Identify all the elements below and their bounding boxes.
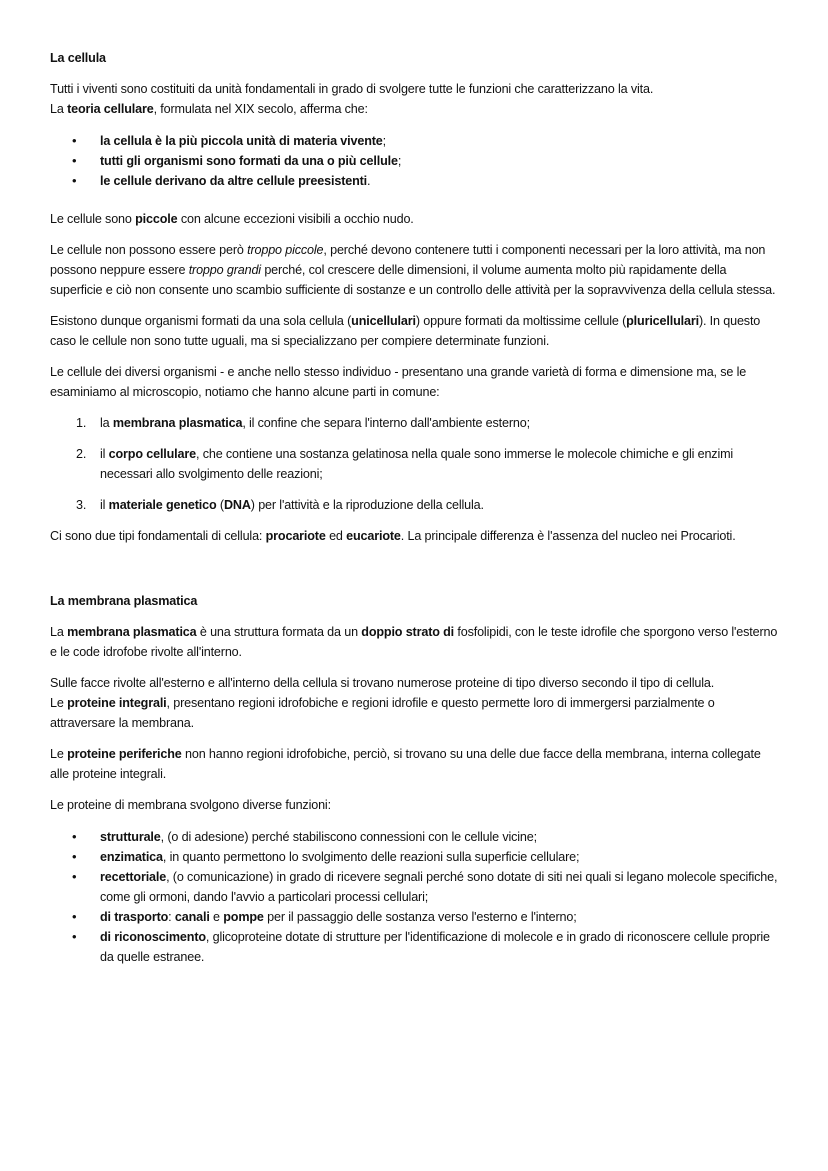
text-bold: materiale genetico	[108, 498, 217, 512]
text-run: il	[100, 447, 109, 461]
text-bold: proteine integrali	[67, 696, 167, 710]
text-run: Le	[50, 747, 68, 761]
text-run: Ci sono due tipi fondamentali di cellula:	[50, 529, 266, 543]
paragraph-membrane-structure	[50, 622, 778, 662]
text-run: La	[50, 625, 68, 639]
text-bold: strutturale	[100, 830, 161, 844]
list-item	[50, 151, 778, 171]
list-number: 2.	[76, 447, 87, 461]
text-run: è una struttura formata da un	[196, 625, 362, 639]
list-item	[50, 131, 778, 151]
text-run: . La principale differenza è l'assenza del nucleo nei Procarioti.	[400, 529, 736, 543]
text-bold: la cellula è la più piccola unità di materia vivente	[100, 134, 383, 148]
section-title: La cellula	[50, 51, 106, 65]
paragraph-common-parts: Le cellule dei diversi organismi - e anche nello stesso individuo - presentano una grande varietà di forma e dimensione ma, se le esaminiamo al microscopio, notiamo che hanno alcune parti in comune:	[50, 365, 747, 399]
common-parts-list	[50, 413, 778, 515]
text-run: ) oppure formati da moltissime cellule (	[415, 314, 627, 328]
paragraph-organisms	[50, 311, 778, 351]
list-item	[50, 827, 778, 847]
text-run: ;	[397, 154, 402, 168]
text-italic: troppo piccole	[247, 243, 324, 257]
paragraph-cell-size	[50, 240, 778, 300]
text-bold: pluricellulari	[626, 314, 699, 328]
text-run: , (o comunicazione) in grado di ricevere segnali perché sono dotate di siti nei quali si legano molecole specifiche, come gli ormoni, dando l'avvio a particolari processi cellulari;	[100, 870, 778, 904]
term-cell-theory: teoria cellulare	[67, 102, 154, 116]
text-run: , formulata nel XIX secolo, afferma che:	[153, 102, 368, 116]
text-run: :	[168, 910, 175, 924]
intro-line-1: Tutti i viventi sono costituiti da unità fondamentali in grado di svolgere tutte le funzioni che caratterizzano la vita.	[50, 82, 654, 96]
text-run: per il passaggio delle sostanza verso l'esterno e l'interno;	[263, 910, 577, 924]
text-run: , il confine che separa l'interno dall'ambiente esterno;	[242, 416, 530, 430]
paragraph-small-cells	[50, 209, 778, 229]
text-run: perché, col crescere delle dimensioni, il volume aumenta molto più rapidamente della superficie e ciò non consente uno scambio sufficiente di sostanze e un controllo delle attività per la sopravvivenza della cellula stessa.	[50, 263, 776, 297]
list-number: 3.	[76, 498, 87, 512]
text-run: Esistono dunque organismi formati da una sola cellula (	[50, 314, 352, 328]
text-bold: membrana plasmatica	[112, 416, 243, 430]
text-bold: proteine periferiche	[67, 747, 182, 761]
text-bold: doppio strato di	[361, 625, 455, 639]
text-run: fosfolipidi, con le teste idrofile che sporgono verso l'esterno e le code idrofobe rivolte all'interno.	[50, 625, 778, 659]
list-item	[50, 927, 778, 967]
text-run: .	[367, 174, 371, 188]
text-bold: eucariote	[346, 529, 401, 543]
text-run: Le cellule non possono essere però	[50, 243, 248, 257]
text-run: e	[209, 910, 224, 924]
text-bold: di riconoscimento	[100, 930, 206, 944]
text-run: , glicoproteine dotate di strutture per l'identificazione di molecole e in grado di riconoscere cellule proprie da quelle estranee.	[100, 930, 770, 964]
text-run: Le cellule sono	[50, 212, 136, 226]
text-run: la	[100, 416, 113, 430]
text-bold: di trasporto	[100, 910, 169, 924]
text-bold: unicellulari	[351, 314, 416, 328]
text-run: Sulle facce rivolte all'esterno e all'interno della cellula si trovano numerose proteine di tipo diverso secondo il tipo di cellula.	[50, 676, 715, 690]
text-run: , che contiene una sostanza gelatinosa nella quale sono immerse le molecole chimiche e gli enzimi necessari allo svolgimento delle reazioni;	[100, 447, 734, 481]
list-item	[50, 171, 778, 191]
text-bold: piccole	[135, 212, 178, 226]
text-bold: le cellule derivano da altre cellule preesistenti	[100, 174, 368, 188]
text-run: ) per l'attività e la riproduzione della cellula.	[250, 498, 484, 512]
text-bold: tutti gli organismi sono formati da una o più cellule	[100, 154, 398, 168]
text-bold: canali	[174, 910, 210, 924]
list-item	[50, 495, 778, 515]
section-membrane	[50, 591, 778, 967]
text-run: , perché devono contenere tutti i componenti necessari per la loro attività, ma non possono neppure essere	[50, 243, 766, 277]
paragraph-protein-functions: Le proteine di membrana svolgono diverse funzioni:	[50, 798, 331, 812]
list-item	[50, 907, 778, 927]
text-run: , presentano regioni idrofobiche e regioni idrofile e questo permette loro di immergersi parzialmente o attraversare la membrana.	[50, 696, 715, 730]
text-run: ). In questo caso le cellule non sono tutte uguali, ma si specializzano per compiere determinate funzioni.	[50, 314, 761, 348]
section-spacer	[50, 557, 778, 591]
text-bold: pompe	[223, 910, 264, 924]
text-bold: enzimatica	[100, 850, 163, 864]
protein-functions-list	[50, 827, 778, 967]
list-number: 1.	[76, 416, 87, 430]
list-item	[50, 867, 778, 907]
text-bold: recettoriale	[100, 870, 167, 884]
text-run: ;	[382, 134, 387, 148]
paragraph-membrane-faces	[50, 673, 778, 733]
text-run: con alcune eccezioni visibili a occhio nudo.	[177, 212, 414, 226]
text-run: Le	[50, 696, 68, 710]
text-bold: corpo cellulare	[108, 447, 196, 461]
section-title: La membrana plasmatica	[50, 594, 198, 608]
intro-paragraph	[50, 79, 778, 119]
text-bold: DNA	[223, 498, 251, 512]
text-run: (	[216, 498, 224, 512]
text-run: , in quanto permettono lo svolgimento delle reazioni sulla superficie cellulare;	[162, 850, 580, 864]
text-bold: procariote	[265, 529, 326, 543]
section-cell	[50, 48, 778, 546]
cell-theory-list	[50, 131, 778, 191]
list-item	[50, 847, 778, 867]
list-item	[50, 444, 778, 484]
text-run: ed	[325, 529, 347, 543]
text-bold: membrana plasmatica	[67, 625, 197, 639]
text-run: La	[50, 102, 68, 116]
text-run: non hanno regioni idrofobiche, perciò, si trovano su una delle due facce della membrana, interna collegate alle proteine integrali.	[50, 747, 761, 781]
paragraph-peripheral-proteins	[50, 744, 778, 784]
text-italic: troppo grandi	[188, 263, 261, 277]
list-item	[50, 413, 778, 433]
text-run: il	[100, 498, 109, 512]
paragraph-cell-types	[50, 526, 778, 546]
text-run: , (o di adesione) perché stabiliscono connessioni con le cellule vicine;	[160, 830, 537, 844]
